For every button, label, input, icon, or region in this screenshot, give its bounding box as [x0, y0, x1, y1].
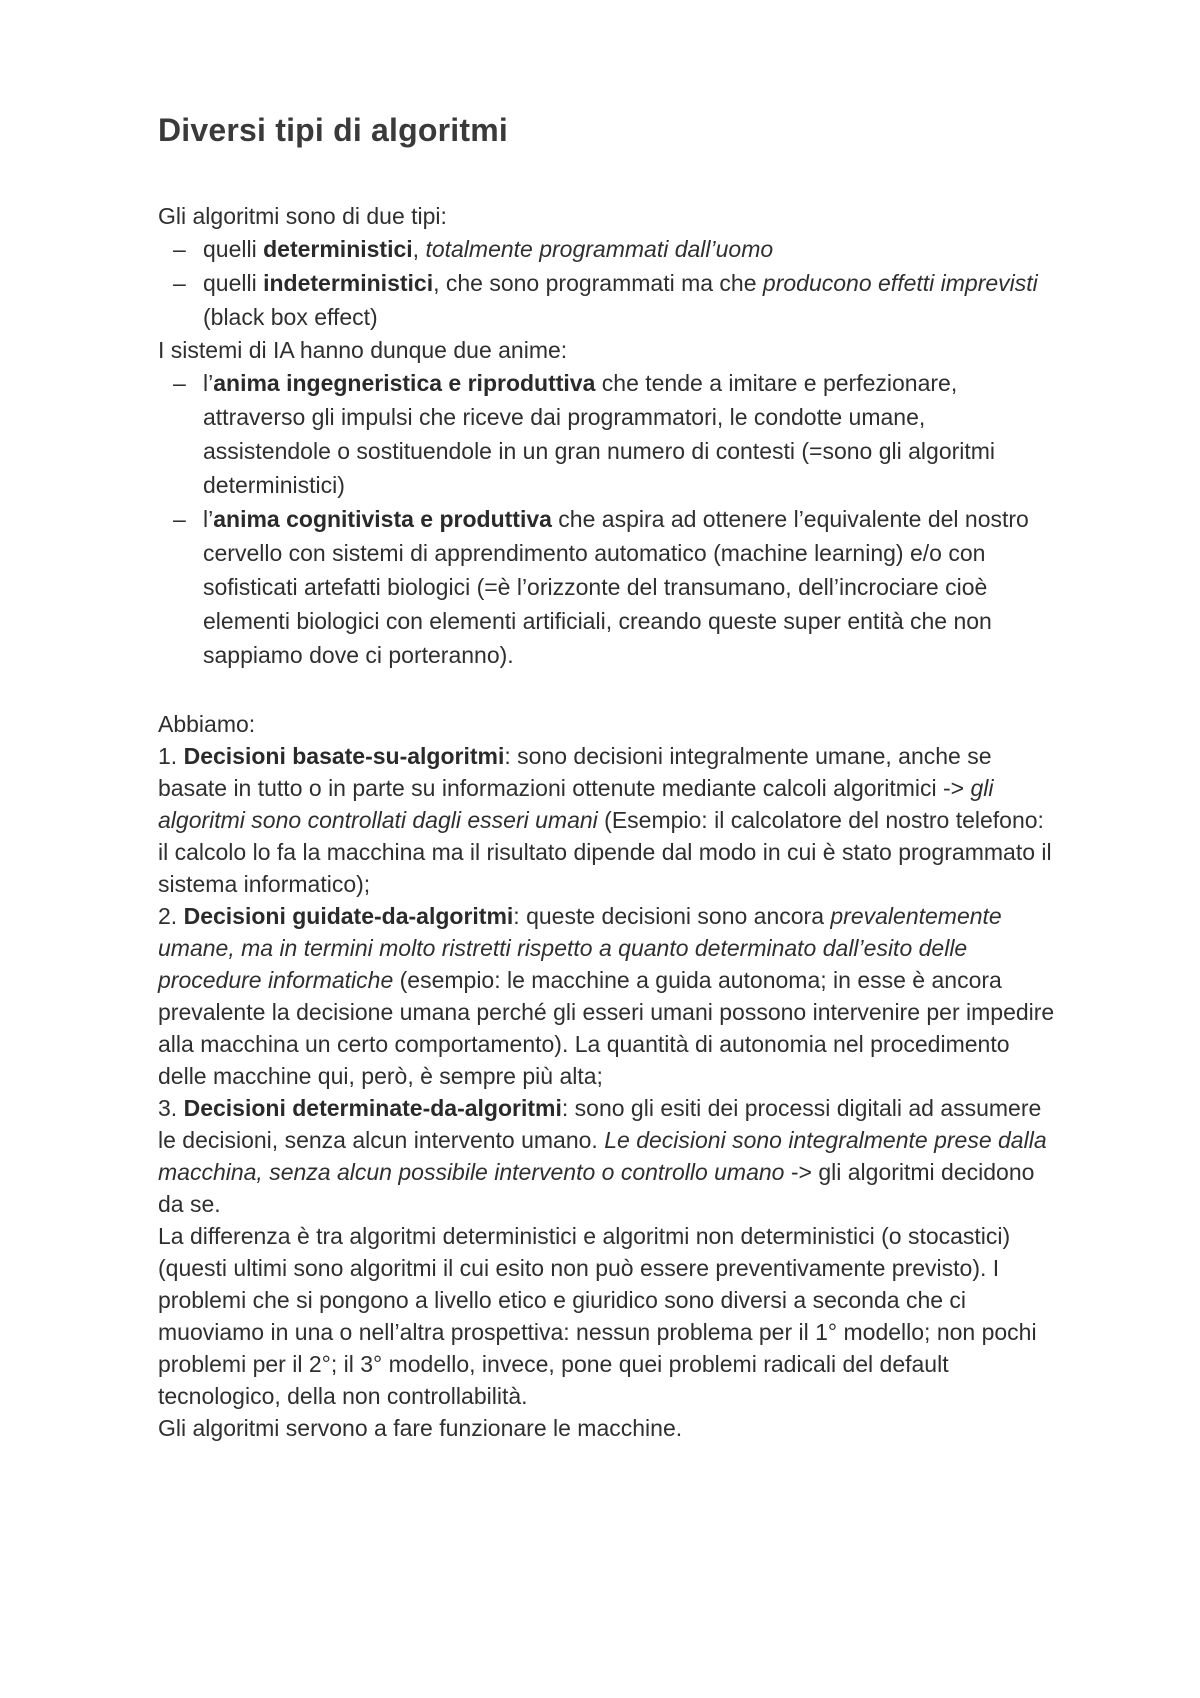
term-bold: anima cognitivista e produttiva: [213, 506, 552, 532]
souls-list: [158, 366, 1058, 672]
abbiamo-label: Abbiamo:: [158, 711, 256, 737]
list-item: – quelli indeterministici, che sono programmati ma che producono effetti imprevisti (black box effect): [158, 266, 1058, 334]
term-italic: producono effetti imprevisti: [762, 270, 1038, 296]
dash-bullet: –: [173, 370, 186, 396]
term-bold: deterministici: [263, 236, 413, 262]
souls-intro: I sistemi di IA hanno dunque due anime:: [158, 337, 568, 363]
decision-title: Decisioni determinate-da-algoritmi: [183, 1095, 562, 1121]
decision-item-3: 3. Decisioni determinate-da-algoritmi: sono gli esiti dei processi digitali ad assumere le decisioni, senza alcun intervento umano. Le decisioni sono integralmente prese dalla macchina, senza alcun possibile intervento o controllo umano -> gli algoritmi decidono da se.: [158, 1095, 1047, 1217]
decision-item-1: 1. Decisioni basate-su-algoritmi: sono decisioni integralmente umane, anche se basate in tutto o in parte su informazioni ottenute mediante calcoli algoritmici -> gli algoritmi sono controllati dagli esseri umani (Esempio: il calcolatore del nostro telefono: il calcolo lo fa la macchina ma il risultato dipende dal modo in cui è stato programmato il sistema informatico);: [158, 743, 1052, 897]
dash-bullet: –: [173, 506, 186, 532]
decision-italic: Le decisioni sono integralmente prese dalla macchina, senza alcun possibile intervento o controllo umano: [158, 1127, 1047, 1185]
term-italic: totalmente programmati dall’uomo: [425, 236, 774, 262]
decision-item-2: 2. Decisioni guidate-da-algoritmi: queste decisioni sono ancora prevalentemente umane, ma in termini molto ristretti rispetto a quanto determinato dall’esito delle procedure informatiche (esempio: le macchine a guida autonoma; in esse è ancora prevalente la decisione umana perché gli esseri umani possono intervenire per impedire alla macchina un certo comportamento). La quantità di autonomia nel procedimento delle macchine qui, però, è sempre più alta;: [158, 903, 1055, 1089]
types-section: [158, 200, 1058, 672]
list-item: – quelli deterministici, totalmente programmati dall’uomo: [158, 232, 1058, 266]
term-bold: anima ingegneristica e riproduttiva: [213, 370, 596, 396]
dash-bullet: –: [173, 270, 186, 296]
decision-title: Decisioni guidate-da-algoritmi: [183, 903, 514, 929]
list-item: – l’anima ingegneristica e riproduttiva che tende a imitare e perfezionare, attraverso gli impulsi che riceve dai programmatori, le condotte umane, assistendole o sostituendole in un gran numero di contesti (=sono gli algoritmi deterministici): [158, 366, 1058, 502]
spacer: [158, 672, 1058, 708]
conclusion-paragraph: La differenza è tra algoritmi deterministici e algoritmi non deterministici (o stocastici) (questi ultimi sono algoritmi il cui esito non può essere preventivamente previsto). I problemi che si pongono a livello etico e giuridico sono diversi a seconda che ci muoviamo in una o nell’altra prospettiva: nessun problema per il 1° modello; non pochi problemi per il 2°; il 3° modello, invece, pone quei problemi radicali del default tecnologico, della non controllabilità.: [158, 1223, 1037, 1409]
list-item: – l’anima cognitivista e produttiva che aspira ad ottenere l’equivalente del nostro cervello con sistemi di apprendimento automatico (machine learning) e/o con sofisticati artefatti biologici (=è l’orizzonte del transumano, dell’incrociare cioè elementi biologici con elementi artificiali, creando queste super entità che non sappiamo dove ci porteranno).: [158, 502, 1058, 672]
decisions-section: [158, 708, 1058, 1444]
document-title: Diversi tipi di algoritmi: [158, 112, 508, 148]
decision-italic: gli algoritmi sono controllati dagli esseri umani: [158, 775, 994, 833]
types-intro: Gli algoritmi sono di due tipi:: [158, 203, 447, 229]
document-page: [158, 100, 1058, 1444]
decision-italic: prevalentemente umane, ma in termini molto ristretti rispetto a quanto determinato dall’esito delle procedure informatiche: [158, 903, 1002, 993]
final-sentence: Gli algoritmi servono a fare funzionare le macchine.: [158, 1415, 683, 1441]
decision-title: Decisioni basate-su-algoritmi: [183, 743, 505, 769]
dash-bullet: –: [173, 236, 186, 262]
types-list: [158, 232, 1058, 334]
term-bold: indeterministici: [263, 270, 434, 296]
